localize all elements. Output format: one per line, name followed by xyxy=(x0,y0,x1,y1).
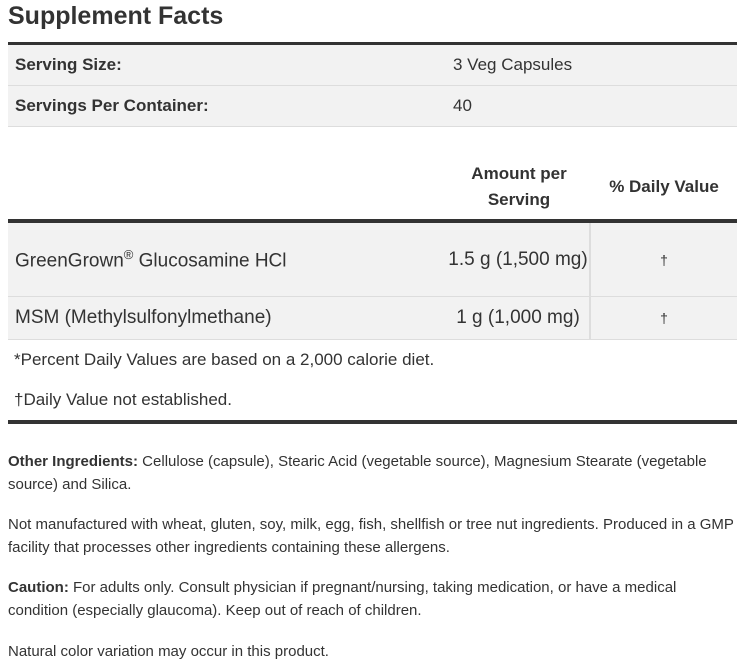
percent-dv-note: *Percent Daily Values are based on a 2,000 calorie diet. xyxy=(14,350,435,369)
other-ingredients xyxy=(8,450,738,496)
ingredient-amount: 1 g (1,000 mg) xyxy=(447,297,591,339)
serving-size-value: 3 Veg Capsules xyxy=(453,55,573,74)
dv-not-established-note: †Daily Value not established. xyxy=(8,380,737,424)
amount-header: Amount per Serving xyxy=(471,164,567,209)
registered-mark: ® xyxy=(123,246,134,262)
serving-size-label: Serving Size: xyxy=(15,55,122,74)
other-ingredients-label: Other Ingredients: xyxy=(8,453,139,470)
daily-value-header: % Daily Value xyxy=(609,177,719,196)
allergen-statement: Not manufactured with wheat, gluten, soy, milk, egg, fish, shellfish or tree nut ingredients. Produced in a GMP facility that processes other ingredients containing these allergens. xyxy=(8,516,734,556)
ingredient-name-rest: Glucosamine HCl xyxy=(133,250,287,272)
servings-per-container-row xyxy=(8,86,737,127)
table-row xyxy=(8,223,737,297)
ingredient-amount: 1.5 g (1,500 mg) xyxy=(447,223,591,296)
color-variation-note: Natural color variation may occur in this product. xyxy=(8,643,329,660)
ingredient-name: MSM (Methylsulfonylmethane) xyxy=(15,307,272,328)
servings-per-container-value: 40 xyxy=(453,96,472,115)
caution-label: Caution: xyxy=(8,579,69,596)
other-ingredients-text: Cellulose (capsule), Stearic Acid (vegetable source), Magnesium Stearate (vegetable source) and Silica. xyxy=(8,453,707,493)
page-title: Supplement Facts xyxy=(8,2,224,30)
caution xyxy=(8,576,738,622)
ingredient-daily-value: † xyxy=(660,310,668,326)
servings-per-container-label: Servings Per Container: xyxy=(15,96,209,115)
supplement-facts-table xyxy=(8,42,737,424)
ingredient-daily-value: † xyxy=(660,251,668,268)
serving-size-row xyxy=(8,45,737,86)
table-row xyxy=(8,297,737,340)
ingredient-name-text: GreenGrown xyxy=(15,250,124,272)
table-header xyxy=(8,155,737,223)
caution-text: For adults only. Consult physician if pregnant/nursing, taking medication, or have a medical condition (especially glaucoma). Keep out of reach of children. xyxy=(8,579,677,619)
ingredient-name xyxy=(8,247,447,272)
